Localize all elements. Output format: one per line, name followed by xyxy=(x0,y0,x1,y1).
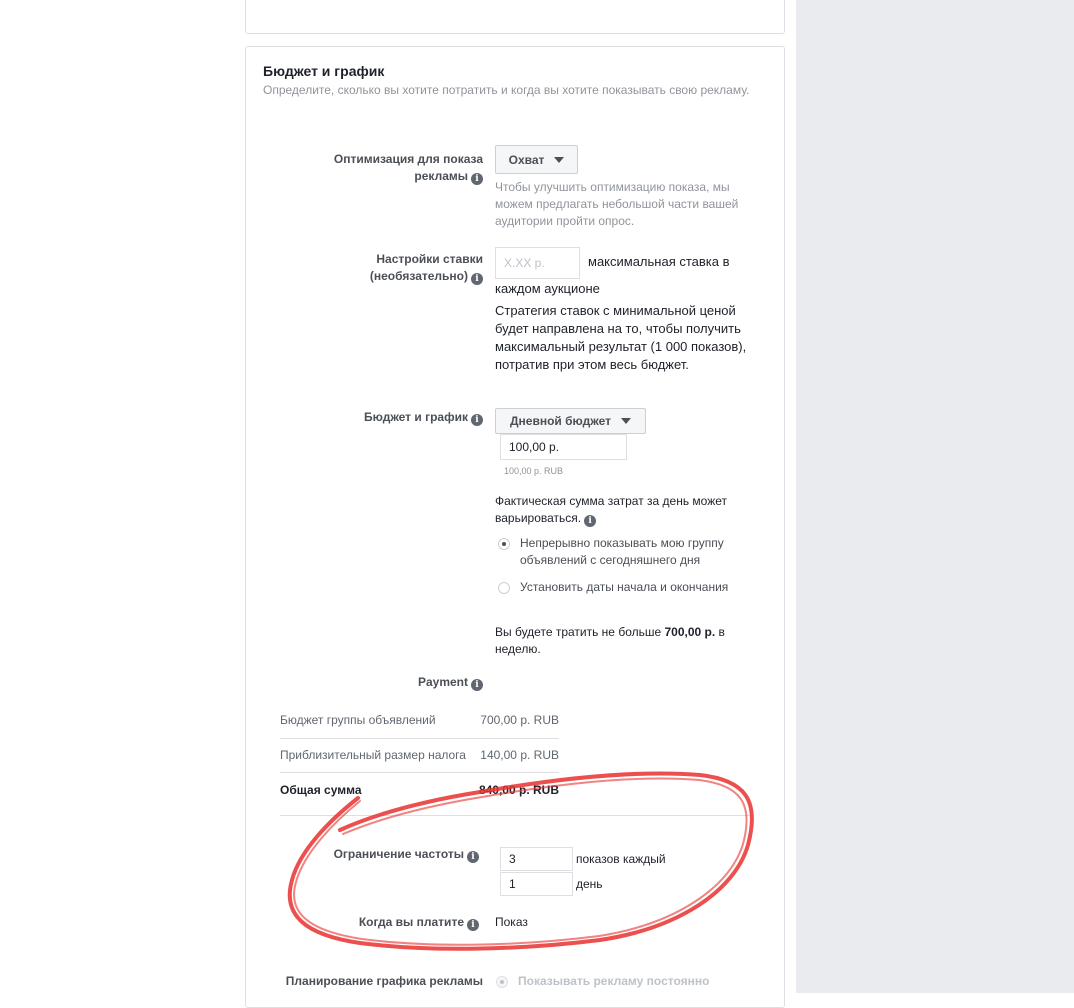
right-background xyxy=(796,0,1074,993)
payment-label xyxy=(330,674,483,691)
info-icon[interactable]: i xyxy=(471,679,483,691)
budget-label-text: Бюджет и график xyxy=(363,410,468,424)
caret-down-icon xyxy=(621,418,631,424)
budget-variance-note xyxy=(495,493,755,527)
info-icon[interactable]: i xyxy=(471,414,483,426)
weekly-spend-note xyxy=(495,624,750,658)
scheduling-label-text: Планирование графика рекламы xyxy=(285,974,483,988)
budget-amount-note: 100,00 р. RUB xyxy=(504,466,564,476)
frequency-impressions-value: 3 xyxy=(509,852,516,866)
optimization-label-text: Оптимизация для показа рекламы xyxy=(333,152,483,183)
schedule-continuous-label[interactable]: Непрерывно показывать мою группу объявлений с сегодняшнего дня xyxy=(520,536,724,567)
payment-row-label: Бюджет группы объявлений xyxy=(280,713,436,727)
divider xyxy=(280,738,559,739)
previous-section-card xyxy=(245,0,785,34)
payment-row-value: 140,00 р. RUB xyxy=(480,748,559,762)
payment-total-value: 840,00 р. RUB xyxy=(478,783,559,797)
scheduling-always-label[interactable]: Показывать рекламу постоянно xyxy=(518,974,710,988)
frequency-days-value: 1 xyxy=(509,877,516,891)
divider xyxy=(280,815,750,816)
frequency-days-suffix: день xyxy=(576,877,603,891)
caret-down-icon xyxy=(554,157,564,163)
budget-label xyxy=(300,409,483,426)
optimization-hint: Чтобы улучшить оптимизацию показа, мы можем предлагать небольшой части вашей аудитории пройти опрос. xyxy=(495,180,739,228)
bid-label xyxy=(330,251,483,285)
bid-suffix-1: максимальная ставка в xyxy=(588,254,730,269)
schedule-dates-radio[interactable] xyxy=(498,582,510,594)
info-icon[interactable]: i xyxy=(471,273,483,285)
bid-description: Стратегия ставок с минимальной ценой будет направлена на то, чтобы получить максимальный результат (1 000 показов), потратив при этом весь бюджет. xyxy=(495,303,747,372)
optimization-value: Охват xyxy=(508,152,545,167)
info-icon[interactable]: i xyxy=(471,173,483,185)
weekly-suffix: в неделю. xyxy=(495,625,725,656)
optimization-dropdown[interactable] xyxy=(495,145,578,174)
billing-value: Показ xyxy=(495,915,528,929)
payment-row-label: Приблизительный размер налога xyxy=(280,748,466,762)
budget-amount-value: 100,00 р. xyxy=(509,440,560,454)
section-subtitle: Определите, сколько вы хотите потратить и когда вы хотите показывать свою рекламу. xyxy=(263,83,750,97)
frequency-days-input[interactable] xyxy=(500,872,573,896)
payment-row-value: 700,00 р. RUB xyxy=(480,713,559,727)
budget-amount-input[interactable] xyxy=(500,434,627,460)
billing-label xyxy=(300,914,479,931)
frequency-impressions-suffix: показов каждый xyxy=(576,852,666,866)
bid-suffix-2: каждом аукционе xyxy=(495,281,600,296)
bid-input[interactable] xyxy=(495,247,580,279)
frequency-label xyxy=(300,846,479,863)
payment-total-label: Общая сумма xyxy=(280,783,362,797)
divider xyxy=(280,772,559,773)
bid-input-placeholder: X.XX р. xyxy=(504,256,545,270)
billing-label-text: Когда вы платите xyxy=(358,915,464,929)
weekly-prefix: Вы будете тратить не больше xyxy=(495,625,662,639)
scheduling-always-radio[interactable] xyxy=(496,976,508,988)
info-icon[interactable]: i xyxy=(467,851,479,863)
schedule-dates-label[interactable]: Установить даты начала и окончания xyxy=(520,580,729,594)
schedule-continuous-radio[interactable] xyxy=(498,538,510,550)
budget-type-dropdown[interactable] xyxy=(495,408,646,434)
payment-label-text: Payment xyxy=(417,675,468,689)
budget-type-value: Дневной бюджет xyxy=(510,414,611,428)
scheduling-label xyxy=(270,973,483,990)
info-icon[interactable]: i xyxy=(467,919,479,931)
bid-label-text: Настройки ставки (необязательно) xyxy=(369,252,483,283)
section-title: Бюджет и график xyxy=(263,63,385,79)
optimization-label xyxy=(300,151,483,185)
frequency-label-text: Ограничение частоты xyxy=(333,847,464,861)
info-icon[interactable]: i xyxy=(584,515,596,527)
weekly-amount: 700,00 р. xyxy=(664,625,716,639)
frequency-impressions-input[interactable] xyxy=(500,847,573,871)
variance-text: Фактическая сумма затрат за день может варьироваться. xyxy=(495,494,728,525)
